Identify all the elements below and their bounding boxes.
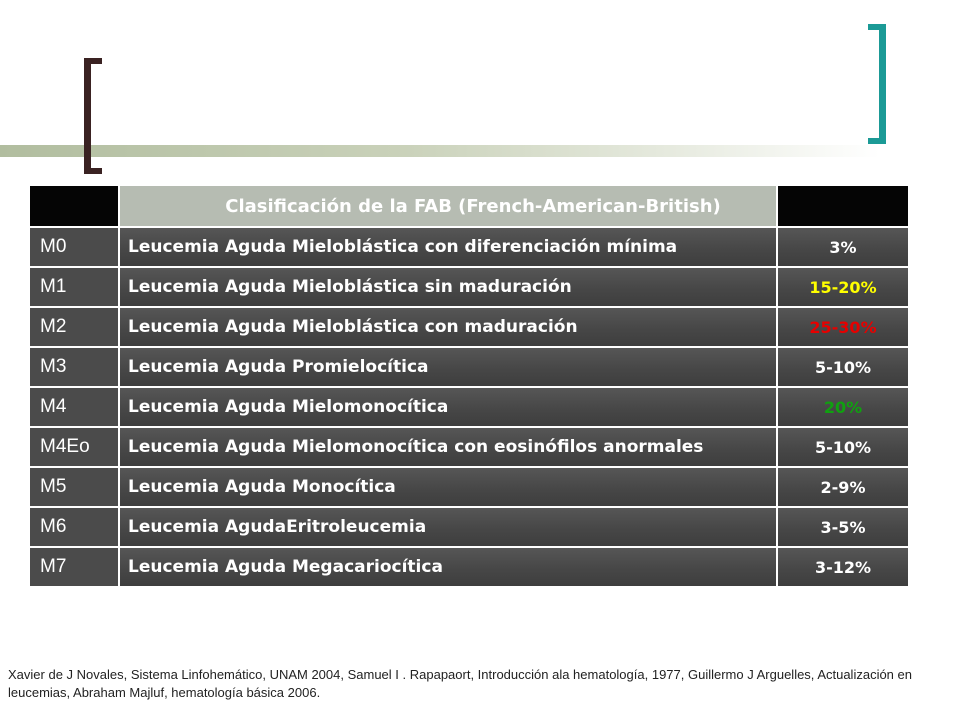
row-percentage: 25-30% bbox=[778, 308, 908, 346]
row-description: Leucemia AgudaEritroleucemia bbox=[120, 508, 776, 546]
row-percentage: 5-10% bbox=[778, 348, 908, 386]
row-percentage: 2-9% bbox=[778, 468, 908, 506]
left-bracket-decoration bbox=[84, 58, 102, 174]
row-percentage: 3% bbox=[778, 228, 908, 266]
row-description: Leucemia Aguda Mielomonocítica bbox=[120, 388, 776, 426]
row-percentage: 3-5% bbox=[778, 508, 908, 546]
row-code: M1 bbox=[30, 268, 118, 306]
table-row bbox=[30, 428, 908, 466]
row-description: Leucemia Aguda Mieloblástica con diferenciación mínima bbox=[120, 228, 776, 266]
row-percentage: 3-12% bbox=[778, 548, 908, 586]
row-code: M4 bbox=[30, 388, 118, 426]
row-code: M2 bbox=[30, 308, 118, 346]
table-header-row bbox=[30, 186, 908, 226]
table-row bbox=[30, 388, 908, 426]
row-description: Leucemia Aguda Promielocítica bbox=[120, 348, 776, 386]
header-code-cell bbox=[30, 186, 118, 226]
row-description: Leucemia Aguda Monocítica bbox=[120, 468, 776, 506]
row-code: M0 bbox=[30, 228, 118, 266]
row-percentage: 5-10% bbox=[778, 428, 908, 466]
right-bracket-decoration bbox=[868, 24, 886, 144]
table-row bbox=[30, 468, 908, 506]
table-header-title: Clasificación de la FAB (French-American-British) bbox=[120, 186, 776, 226]
row-code: M6 bbox=[30, 508, 118, 546]
table-row bbox=[30, 308, 908, 346]
row-code: M4Eo bbox=[30, 428, 118, 466]
table-row bbox=[30, 508, 908, 546]
decorative-bar bbox=[0, 145, 880, 157]
row-description: Leucemia Aguda Megacariocítica bbox=[120, 548, 776, 586]
table-row bbox=[30, 548, 908, 586]
references-caption: Xavier de J Novales, Sistema Linfohemático, UNAM 2004, Samuel I . Rapapaort, Introducción ala hematología, 1977, Guillermo J Arguelles, Actualización en leucemias, Abraham Majluf, hematología básica 2006. bbox=[8, 667, 912, 700]
row-percentage: 15-20% bbox=[778, 268, 908, 306]
header-percent-cell bbox=[778, 186, 908, 226]
row-percentage: 20% bbox=[778, 388, 908, 426]
row-description: Leucemia Aguda Mieloblástica sin maduración bbox=[120, 268, 776, 306]
fab-classification-table bbox=[30, 186, 908, 588]
table-row bbox=[30, 228, 908, 266]
row-code: M7 bbox=[30, 548, 118, 586]
row-code: M3 bbox=[30, 348, 118, 386]
row-description: Leucemia Aguda Mieloblástica con maduración bbox=[120, 308, 776, 346]
table-row bbox=[30, 348, 908, 386]
row-code: M5 bbox=[30, 468, 118, 506]
table-row bbox=[30, 268, 908, 306]
row-description: Leucemia Aguda Mielomonocítica con eosinófilos anormales bbox=[120, 428, 776, 466]
